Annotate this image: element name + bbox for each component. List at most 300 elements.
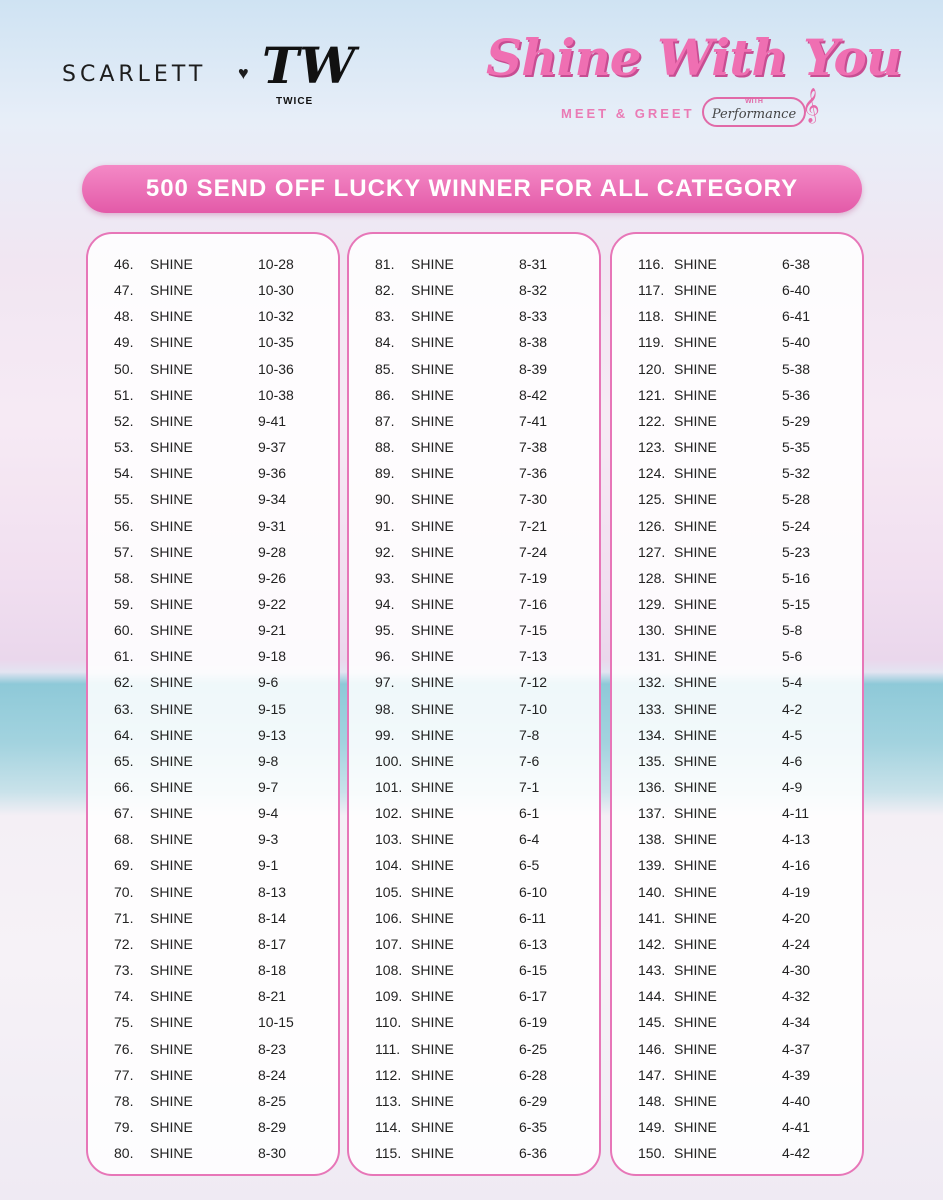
- winner-name: SHINE: [150, 517, 193, 534]
- winner-code: 6-19: [519, 1014, 548, 1031]
- winner-row: [349, 1088, 599, 1114]
- winner-code: 4-6: [782, 752, 803, 769]
- winner-name: SHINE: [674, 517, 717, 534]
- winner-row: [88, 539, 338, 565]
- winner-number: 108.: [375, 962, 403, 979]
- performance-badge: [702, 97, 806, 127]
- winner-number: 125.: [638, 491, 666, 508]
- winner-row: [88, 434, 338, 460]
- winner-row: [612, 1140, 862, 1166]
- winner-number: 101.: [375, 779, 403, 795]
- winner-code: 8-14: [258, 909, 287, 926]
- winner-name: SHINE: [411, 465, 454, 482]
- winner-row: [88, 1062, 338, 1088]
- winner-row: [612, 1062, 862, 1088]
- winner-number: 147.: [638, 1066, 666, 1083]
- winner-row: [349, 565, 599, 591]
- winner-row: [349, 277, 599, 303]
- winner-code: 8-38: [519, 334, 548, 351]
- winner-code: 4-42: [782, 1145, 811, 1162]
- winner-name: SHINE: [411, 386, 454, 403]
- winner-row: [88, 983, 338, 1009]
- winner-number: 148.: [638, 1092, 666, 1109]
- winner-row: [612, 434, 862, 460]
- winner-number: 135.: [638, 752, 666, 769]
- winner-code: 8-39: [519, 360, 548, 377]
- winner-code: 9-28: [258, 543, 287, 560]
- winner-name: SHINE: [411, 1014, 454, 1031]
- winner-row: [88, 696, 338, 722]
- winner-number: 75.: [114, 1014, 134, 1031]
- winner-number: 94.: [375, 595, 395, 612]
- winner-row: [349, 434, 599, 460]
- winner-name: SHINE: [411, 752, 454, 769]
- winner-code: 6-4: [519, 831, 540, 848]
- winner-row: [349, 931, 599, 957]
- winner-number: 115.: [375, 1145, 402, 1162]
- winner-code: 8-42: [519, 386, 548, 403]
- winner-code: 8-33: [519, 308, 548, 325]
- winner-row: [349, 303, 599, 329]
- scarlett-logo: SCARLETT: [62, 62, 207, 87]
- winner-code: 5-8: [782, 622, 803, 639]
- winner-row: [612, 748, 862, 774]
- winner-name: SHINE: [150, 412, 193, 429]
- winner-code: 10-35: [258, 334, 294, 351]
- winner-row: [88, 591, 338, 617]
- winner-row: [349, 1009, 599, 1035]
- winner-row: [88, 303, 338, 329]
- winner-name: SHINE: [150, 1040, 193, 1057]
- winner-name: SHINE: [674, 648, 717, 665]
- winner-name: SHINE: [411, 988, 454, 1005]
- winner-name: SHINE: [150, 465, 193, 482]
- winner-name: SHINE: [411, 831, 454, 848]
- winner-number: 73.: [114, 962, 134, 979]
- winner-number: 78.: [114, 1092, 134, 1109]
- winner-code: 9-15: [258, 700, 287, 717]
- winner-row: [88, 1088, 338, 1114]
- winner-code: 7-21: [519, 517, 548, 534]
- winner-name: SHINE: [411, 805, 454, 822]
- winner-code: 6-36: [519, 1145, 548, 1162]
- winner-code: 7-16: [519, 595, 548, 612]
- winner-row: [88, 565, 338, 591]
- winner-code: 8-13: [258, 883, 287, 900]
- winner-number: 90.: [375, 491, 395, 508]
- winner-number: 81.: [375, 256, 395, 272]
- winner-number: 74.: [114, 988, 134, 1005]
- winner-number: 60.: [114, 622, 134, 639]
- winner-name: SHINE: [674, 988, 717, 1005]
- winner-number: 49.: [114, 334, 134, 351]
- winner-name: SHINE: [411, 517, 454, 534]
- winner-number: 100.: [375, 752, 403, 769]
- winner-number: 62.: [114, 674, 134, 691]
- winner-code: 10-15: [258, 1014, 294, 1031]
- winner-code: 9-1: [258, 857, 279, 874]
- winner-row: [88, 251, 338, 277]
- winner-number: 118.: [638, 308, 665, 325]
- winner-row: [612, 931, 862, 957]
- winner-code: 6-41: [782, 308, 811, 325]
- winner-row: [88, 356, 338, 382]
- winner-code: 6-10: [519, 883, 548, 900]
- winner-code: 4-30: [782, 962, 811, 979]
- winner-code: 8-17: [258, 935, 287, 952]
- winner-number: 120.: [638, 360, 666, 377]
- winner-row: [612, 251, 862, 277]
- winner-code: 5-23: [782, 543, 811, 560]
- winner-code: 4-37: [782, 1040, 811, 1057]
- winner-name: SHINE: [150, 622, 193, 639]
- winner-name: SHINE: [411, 779, 454, 795]
- winner-row: [612, 774, 862, 800]
- winner-row: [88, 513, 338, 539]
- winner-code: 9-34: [258, 491, 287, 508]
- winner-name: SHINE: [411, 909, 454, 926]
- winner-name: SHINE: [411, 1092, 454, 1109]
- winner-name: SHINE: [674, 1145, 717, 1162]
- winner-name: SHINE: [411, 491, 454, 508]
- winner-row: [88, 617, 338, 643]
- winner-number: 109.: [375, 988, 403, 1005]
- winner-row: [349, 774, 599, 800]
- winner-number: 126.: [638, 517, 666, 534]
- winner-name: SHINE: [411, 439, 454, 456]
- page-title: Shine With You: [486, 28, 902, 87]
- winner-number: 141.: [638, 909, 666, 926]
- winner-number: 57.: [114, 543, 134, 560]
- winner-code: 7-36: [519, 465, 548, 482]
- winner-number: 89.: [375, 465, 395, 482]
- winner-name: SHINE: [411, 360, 454, 377]
- winner-row: [88, 774, 338, 800]
- winner-name: SHINE: [150, 1092, 193, 1109]
- winner-row: [612, 408, 862, 434]
- winner-number: 69.: [114, 857, 134, 874]
- winner-row: [88, 1036, 338, 1062]
- winner-name: SHINE: [674, 465, 717, 482]
- winner-number: 54.: [114, 465, 134, 482]
- winner-name: SHINE: [411, 412, 454, 429]
- winner-name: SHINE: [674, 1118, 717, 1135]
- winner-number: 56.: [114, 517, 134, 534]
- winner-code: 9-18: [258, 648, 287, 665]
- winner-name: SHINE: [150, 1118, 193, 1135]
- winner-number: 121.: [638, 386, 666, 403]
- winner-number: 133.: [638, 700, 666, 717]
- winner-code: 5-29: [782, 412, 811, 429]
- winner-number: 110.: [375, 1014, 402, 1031]
- winner-number: 116.: [638, 256, 665, 272]
- winner-code: 8-21: [258, 988, 287, 1005]
- winner-number: 87.: [375, 412, 395, 429]
- winner-row: [88, 643, 338, 669]
- winner-name: SHINE: [674, 412, 717, 429]
- winner-row: [88, 1009, 338, 1035]
- winner-name: SHINE: [150, 726, 193, 743]
- winner-number: 77.: [114, 1066, 134, 1083]
- winner-code: 9-22: [258, 595, 287, 612]
- winner-code: 9-6: [258, 674, 279, 691]
- winner-name: SHINE: [150, 909, 193, 926]
- winner-code: 5-4: [782, 674, 803, 691]
- winner-row: [612, 329, 862, 355]
- winner-row: [349, 408, 599, 434]
- winner-number: 113.: [375, 1092, 402, 1109]
- winner-code: 5-6: [782, 648, 803, 665]
- winner-code: 6-15: [519, 962, 548, 979]
- winner-row: [612, 957, 862, 983]
- winner-row: [612, 879, 862, 905]
- winner-name: SHINE: [674, 282, 717, 299]
- winner-row: [349, 513, 599, 539]
- winner-row: [612, 826, 862, 852]
- heart-icon: ♥: [238, 63, 249, 83]
- performance-badge-with: WITH: [745, 98, 763, 105]
- winner-name: SHINE: [150, 831, 193, 848]
- winner-number: 114.: [375, 1118, 402, 1135]
- winner-number: 98.: [375, 700, 395, 717]
- winner-number: 52.: [114, 412, 134, 429]
- winner-row: [349, 748, 599, 774]
- winner-number: 97.: [375, 674, 395, 691]
- winner-name: SHINE: [674, 752, 717, 769]
- winner-code: 5-35: [782, 439, 811, 456]
- winner-number: 137.: [638, 805, 666, 822]
- winner-number: 46.: [114, 256, 134, 272]
- winner-number: 124.: [638, 465, 666, 482]
- performance-badge-text: Performance: [711, 107, 797, 122]
- winner-number: 65.: [114, 752, 134, 769]
- winner-row: [88, 826, 338, 852]
- winner-code: 6-40: [782, 282, 811, 299]
- winner-row: [349, 983, 599, 1009]
- winner-code: 8-24: [258, 1066, 287, 1083]
- winner-name: SHINE: [150, 1066, 193, 1083]
- winner-code: 9-4: [258, 805, 279, 822]
- winner-number: 48.: [114, 308, 134, 325]
- winner-number: 84.: [375, 334, 395, 351]
- winner-row: [612, 617, 862, 643]
- winner-name: SHINE: [150, 256, 193, 272]
- winner-code: 6-38: [782, 256, 811, 272]
- winner-name: SHINE: [411, 1118, 454, 1135]
- winner-number: 92.: [375, 543, 395, 560]
- winner-row: [88, 1140, 338, 1166]
- winner-number: 138.: [638, 831, 666, 848]
- winner-name: SHINE: [674, 726, 717, 743]
- winner-number: 70.: [114, 883, 134, 900]
- winner-code: 6-29: [519, 1092, 548, 1109]
- winner-code: 8-30: [258, 1145, 287, 1162]
- winner-number: 79.: [114, 1118, 134, 1135]
- winner-number: 145.: [638, 1014, 666, 1031]
- winner-number: 55.: [114, 491, 134, 508]
- winner-code: 10-32: [258, 308, 294, 325]
- winner-name: SHINE: [150, 648, 193, 665]
- winner-name: SHINE: [674, 334, 717, 351]
- winner-name: SHINE: [674, 1066, 717, 1083]
- winner-name: SHINE: [150, 308, 193, 325]
- winner-name: SHINE: [674, 909, 717, 926]
- winner-code: 4-20: [782, 909, 811, 926]
- winner-number: 105.: [375, 883, 403, 900]
- winner-name: SHINE: [411, 935, 454, 952]
- winner-number: 93.: [375, 569, 395, 586]
- winner-row: [612, 565, 862, 591]
- winner-name: SHINE: [674, 935, 717, 952]
- winner-code: 9-31: [258, 517, 287, 534]
- winner-number: 106.: [375, 909, 403, 926]
- winner-banner: 500 SEND OFF LUCKY WINNER FOR ALL CATEGORY: [82, 165, 862, 213]
- winner-name: SHINE: [674, 700, 717, 717]
- winner-row: [88, 486, 338, 512]
- winner-code: 7-8: [519, 726, 540, 743]
- winner-number: 131.: [638, 648, 666, 665]
- winner-name: SHINE: [411, 569, 454, 586]
- winner-row: [349, 1062, 599, 1088]
- winner-code: 4-32: [782, 988, 811, 1005]
- winner-name: SHINE: [411, 1145, 454, 1162]
- winner-number: 76.: [114, 1040, 134, 1057]
- winner-row: [612, 1009, 862, 1035]
- winner-number: 50.: [114, 360, 134, 377]
- winner-number: 63.: [114, 700, 134, 717]
- winner-name: SHINE: [150, 935, 193, 952]
- winner-name: SHINE: [674, 622, 717, 639]
- winner-name: SHINE: [411, 334, 454, 351]
- winner-row: [88, 1114, 338, 1140]
- winner-code: 4-41: [782, 1118, 811, 1135]
- winner-code: 4-11: [782, 805, 809, 822]
- winner-row: [612, 1114, 862, 1140]
- winner-row: [349, 826, 599, 852]
- winner-code: 9-21: [258, 622, 287, 639]
- winner-name: SHINE: [411, 1040, 454, 1057]
- winner-row: [612, 800, 862, 826]
- winner-code: 8-23: [258, 1040, 287, 1057]
- winner-number: 88.: [375, 439, 395, 456]
- winner-name: SHINE: [674, 360, 717, 377]
- winner-name: SHINE: [150, 752, 193, 769]
- winner-name: SHINE: [674, 1092, 717, 1109]
- winner-row: [349, 905, 599, 931]
- winner-row: [88, 800, 338, 826]
- winner-row: [349, 852, 599, 878]
- winner-code: 9-36: [258, 465, 287, 482]
- winner-row: [349, 879, 599, 905]
- winner-number: 117.: [638, 282, 665, 299]
- winner-number: 127.: [638, 543, 666, 560]
- winner-row: [349, 1114, 599, 1140]
- winner-row: [88, 905, 338, 931]
- winner-code: 10-36: [258, 360, 294, 377]
- winner-name: SHINE: [411, 622, 454, 639]
- winner-number: 67.: [114, 805, 134, 822]
- winner-code: 5-28: [782, 491, 811, 508]
- winner-name: SHINE: [411, 308, 454, 325]
- winner-code: 4-5: [782, 726, 803, 743]
- winner-number: 136.: [638, 779, 666, 795]
- winner-row: [88, 669, 338, 695]
- winner-code: 8-29: [258, 1118, 287, 1135]
- winner-code: 6-1: [519, 805, 540, 822]
- winner-row: [612, 696, 862, 722]
- winner-code: 6-25: [519, 1040, 548, 1057]
- winner-code: 7-1: [519, 779, 540, 795]
- winner-column-2: [347, 232, 601, 1176]
- winner-row: [349, 1036, 599, 1062]
- winner-row: [88, 460, 338, 486]
- winner-number: 132.: [638, 674, 666, 691]
- winner-number: 66.: [114, 779, 134, 795]
- winner-name: SHINE: [411, 648, 454, 665]
- winner-row: [612, 539, 862, 565]
- winner-number: 53.: [114, 439, 134, 456]
- winner-code: 9-7: [258, 779, 279, 795]
- winner-code: 6-28: [519, 1066, 548, 1083]
- winner-name: SHINE: [150, 988, 193, 1005]
- winner-number: 83.: [375, 308, 395, 325]
- winner-row: [349, 382, 599, 408]
- winner-code: 9-3: [258, 831, 279, 848]
- winner-row: [612, 356, 862, 382]
- page-subtitle: MEET & GREET: [561, 106, 695, 121]
- winner-code: 6-5: [519, 857, 540, 874]
- winner-row: [612, 722, 862, 748]
- winner-number: 61.: [114, 648, 134, 665]
- winner-name: SHINE: [411, 595, 454, 612]
- winner-name: SHINE: [150, 282, 193, 299]
- winner-number: 130.: [638, 622, 666, 639]
- winner-name: SHINE: [674, 831, 717, 848]
- winner-row: [612, 1088, 862, 1114]
- winner-code: 7-19: [519, 569, 548, 586]
- winner-row: [349, 486, 599, 512]
- winner-name: SHINE: [674, 1014, 717, 1031]
- winner-column-1: [86, 232, 340, 1176]
- winner-code: 10-28: [258, 256, 294, 272]
- winner-code: 9-8: [258, 752, 279, 769]
- winner-number: 104.: [375, 857, 403, 874]
- winner-name: SHINE: [150, 962, 193, 979]
- winner-code: 8-18: [258, 962, 287, 979]
- winner-number: 142.: [638, 935, 666, 952]
- winner-row: [612, 513, 862, 539]
- winner-number: 86.: [375, 386, 395, 403]
- winner-name: SHINE: [150, 569, 193, 586]
- winner-number: 85.: [375, 360, 395, 377]
- winner-row: [88, 329, 338, 355]
- winner-name: SHINE: [674, 962, 717, 979]
- winner-column-3: [610, 232, 864, 1176]
- winner-row: [612, 486, 862, 512]
- winner-name: SHINE: [674, 805, 717, 822]
- winner-number: 71.: [114, 909, 134, 926]
- winner-code: 7-12: [519, 674, 548, 691]
- winner-name: SHINE: [150, 805, 193, 822]
- winner-row: [612, 905, 862, 931]
- winner-name: SHINE: [411, 1066, 454, 1083]
- winner-number: 59.: [114, 595, 134, 612]
- winner-code: 5-16: [782, 569, 811, 586]
- winner-number: 91.: [375, 517, 395, 534]
- winner-name: SHINE: [674, 674, 717, 691]
- winner-number: 140.: [638, 883, 666, 900]
- winner-name: SHINE: [674, 386, 717, 403]
